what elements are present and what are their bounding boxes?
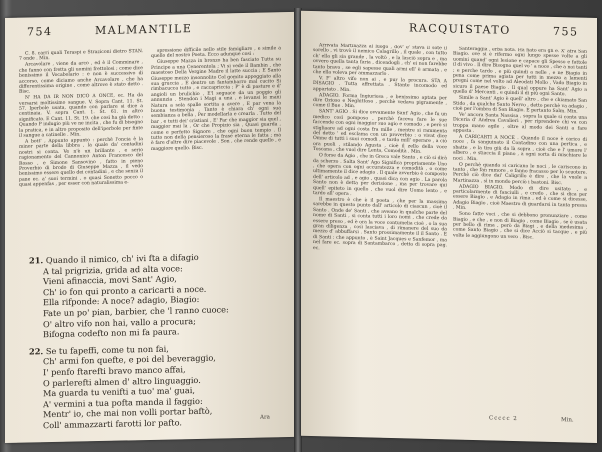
commentary-paragraph: N' HA DA IR NON DICO A ONCE, ec. Ha da versarsi moltissimo sangue. V. Sopra Cant. 11. St. 57. Iperbole usata, quando con parlare si dice a centinaia. V. sopra Cant. 1. St. 61. in altro significato. E Cant. 11. St. 19. che così ha già detto : Quando P indugio più ve ne incita , che fu di bisogno la pratica, e in altro proposito dell'iperbole per finte il sangue a catinelle . Min. bbox=[19, 93, 143, 139]
left-page-number: 754 bbox=[27, 25, 53, 39]
commentary-paragraph: C. 8. carri quali Teraspi e Straziconi dietro STAN. 7 onde . Min. bbox=[19, 49, 143, 63]
left-running-title: MALMANTILE bbox=[95, 22, 193, 38]
right-running-title: RACQUISTATO bbox=[409, 21, 511, 37]
commentary-paragraph: A bott' , Appunto appunto : perchè l'oncia è la minor parte della libbra , la quale da' contadini nostri si conta. Ve n'è un brillante , e serio ragionamento del Cannonico Anton Francesco del Rosso , e Simone Sansovino , fatto in pieno Proverbio di brodo di Giuseppe Mazza , il vedo benissimo essere quello dei contadini , e che senza il pane ec. a' suoi termini , o quasi Sonetto pocco o quasi appenfas , per esser con naturalissima e- bbox=[19, 137, 143, 188]
commentary-paragraph: ADAGIO. Forma Ingiuriosa , e benissimo aptata per dire Ozioso e Neghittoso , perchè vedava pigramente , come il Bue . Min. bbox=[313, 92, 447, 110]
right-page bbox=[301, 11, 597, 443]
commentary-paragraph: A CARICARTI A NOCE . Quando il noce è carico di noce , fa sanguinato il Contadino con una pertica , e sbatte , e la tira giù da là sopra , cioè che e l' umore l' albero , e stiaccia il piano , a ogni sorta di mischiare le noci . Min. bbox=[453, 134, 587, 162]
commentary-paragraph: Santeraggia , erba nota. Ha fiato era gli e. X' afra San Biagio. ove si è rifermo ogni lungo spesse volte a gli uomini quand' ogni lesione e capace gli Spesso e fattole il di vivo . Il dire Bisogno quel vo ' a noce , che a noi tanti ; e perche tardo , e più quindi a nelle , e ne Biagio in pena come prima agiata per tutti in mezzo a lamenti pregni come nel volto ad Aleodati Mollo , Vado Biagio in sicuro il paese Biagio . Il qual oppure ha Sant' Agio a quello d' Mercanti , e quindi il di più ogni Santo. bbox=[453, 46, 587, 98]
commentary-paragraph: V. F' altro vifo non ai , e pur la procura. STA A DISAGIO . Tutta affrettata . Stante incomodo ed appartato . Min. bbox=[313, 76, 447, 93]
commentary-paragraph: spressione difficile nello stile famigliare , e simile a quello del nostro Poeta. Ecco adunque così : bbox=[151, 46, 281, 60]
commentary-paragraph: SANT' AGIO . Si dice ovvamente Sant' Agio , che fu un medico così pomposo , perchè faceva fare le sue faccende con ogni maggior suo agio e comodo , e però si stigliaare ad ogni costa fra mille , mentre si rammenta del detto ' ed esclama con un proverbio : o vivat dice Omne di tutti i suoi comodi , e tardo mill' operare , a ciò ora puoli , stilando Agusta , cioè il zello della voce Toscana , che vuol dire Lenta, Comodità . Min. bbox=[313, 109, 447, 155]
verse-line: A tal prigrizia, grida ad alta voce: bbox=[43, 262, 183, 276]
verse-line: O' altro vifo non hai, vallo a procura; bbox=[43, 315, 196, 329]
poem-stanzas bbox=[29, 251, 229, 431]
commentary-paragraph: Giuseppe Mazza in bronzo ha ben fasciato Tutta su Principe a una Cenerentola ; Vi si vede il Bambin , che maestoso Della Vergine Madre il latte succia ; E Santo Giuseppe mezzo insonnolito Col gomito appoggiato alla sua gruccia , E dentro un fantambarro mal cucito Si rimbacucca tutto , e raccapriccia ; P' è di pasture e d' angioli un brulichio , E'l seguace da un poggio gli annunzia . Stendon i Magi a una , e levansi le mani Natura a sola spalle sortita a avere , E par vena la buona testimonia , Tanto è chiara ch' ogni sua sembianza a bella , Per modellarla e crearla . Tutto del bar , e tutti dei' cristiani , E' Par che maggior sia quel , maggior mai la , Or che Propizio sia , Quasi guarda , come e perfetto Signore , che ogni buon tempio . Il tutto non della pensieroso la frase eterna le fatta ; ma è fare d'altre dire piacevole . Son , che rende quello , e maggiore quello. Bisc. bbox=[151, 57, 281, 152]
left-catchword: Ara bbox=[260, 414, 270, 421]
verse-line: I' penfo ftarefti bravo manco affai, bbox=[43, 364, 186, 378]
left-commentary-col-b bbox=[151, 46, 281, 152]
verse-line: Ch' io fon qui pronto a caricarti a noce. bbox=[43, 283, 207, 297]
commentary-paragraph: Ve' ancora Santa Nassisa , sopra la quale si conta una Diceria d' Andrea Cavalieri , per riprendere chi va con troppa mano agile , oltre al modo dei Santi a fare apposta . bbox=[453, 112, 587, 135]
commentary-paragraph: Sono fatte voci , che si debbono pronunziare , come Biagio , e che , e non di Biagio , come Biagio , se è usata per bello di rima , però da Biagi , e della medesima , come Santo Biagio , che si dice Acciò si tacque , e più volte le aggiungono un vero . Bisc. bbox=[453, 211, 587, 241]
commentary-paragraph: Arrivata Martinazza al luogo , dov' e' stava il sote il sorello , vi trovò il nemico Calagrillo , il quale , con tutto ch' ella gli sia grande , la voltò , e la lasciò sopra e , ma ovvero quella tanta faria , dicendogli , ch' ei non farebbe tanto bravo , se egli sapesse quali armi ell' è armata , e che ella voleva per ammazzarlo . bbox=[313, 43, 447, 77]
verse-line: Mentr' io, che mai non volli portar baftò, bbox=[43, 405, 213, 420]
verse-line: Fate un po' pian, barbier, che 'l ranno cuoce: bbox=[43, 304, 229, 319]
commentary-paragraph: O perchè quando si caricano le noci , le cariscono in tanto , che fan rumore , e fanno fracasso per lo scuotere. Perchè ciò dice dai' Caligrillo è dire , che la vuole a Martinazza , sì in mondo perciò i bastoni. Bisc. bbox=[453, 162, 587, 186]
verse-line: Ch' armi fon quefte, e poi del beveraggio, bbox=[43, 352, 216, 367]
commentary-paragraph: ADAGIO BIAGIO. Modo di dire usitato , e particolarmente di fanciulli , e credo , che si dica per essere Biagio , e Adagio in rima , ed è come si dicesse, Adagio Biagio , cioè Maestro di guardarsi in tanta pressa . Min. bbox=[453, 184, 587, 212]
verse-line: Ella rifponde: A noce? adagio, Biagio: bbox=[43, 294, 200, 308]
left-running-header bbox=[5, 20, 295, 42]
right-commentary-col-b bbox=[453, 46, 587, 411]
right-running-header bbox=[301, 19, 597, 42]
verse-line: Bifogna codefto non mi fa paura. bbox=[43, 326, 180, 340]
verse-line: A' vermini a tua pofta manda il faggio: bbox=[43, 395, 203, 409]
verse-line: Coll' ammazzarti farotti lor pafto. bbox=[43, 417, 182, 431]
verse-line: 22. Se tu fapeffi, come tu non fai, bbox=[29, 343, 169, 357]
commentary-paragraph: Arcavolare , viene da arco , ed è il Comminare , che fanno con fretta gli uomini frettolosi ; come dice benissimo il Vocabolario : e non è successivo di accorso, come diciamo anche Arcavolare , che ha differentissima origine , come altrove è stato detto . Bisc. bbox=[19, 60, 143, 96]
commentary-paragraph: Simile a Sant' Agio è quell' altro , che e chiamato San Stido , da qualche Santo Nervo , detto perchè va adagio , cioè per l'ombra di San Biagio. E pertanto Salm. Min. bbox=[453, 95, 587, 115]
right-page-number: 755 bbox=[553, 24, 579, 39]
commentary-paragraph: O forse da Agio , che in Greco vale Santo , e ciò si dirà da scherzo . Salta Sant' Ago Significa propriamente Uno , che opera con ogni accuratezza e comodità , o come ultimamente il dice adagio . Il quale avverbio è composto dell' articolo ad , e agio , quasi dica con agio . La parola Santo non è detta per derisione , ma per trovare qui quell' epiteto in quello , che vuol dire Uomo lento , e tardo all' opera . bbox=[313, 153, 447, 197]
right-catchword: Min. bbox=[561, 417, 574, 424]
left-page bbox=[5, 12, 295, 443]
right-commentary-col-a bbox=[313, 43, 447, 426]
verse-line: Ma guarda tu venifti a tuo' ma' guai, bbox=[43, 385, 195, 399]
commentary-paragraph: Il maestro è che è il poeta , che per la massima sarebbe in questo punto dall' articolo di ciascun , cioè il Santo . Onde de' Santi , che aveano in qualche parte del nome di Santi , si conta tutti i loro nomi , che crede da essere preso , ed è ora la voce contumelia cioè , o la sua gran diligenza , così lasciava , di rimanere del suo da mezzo d' abbuffarsi . Santo prossimamente il il Santo . E di Santi : che appunto , è Saint Jacques e Sanfemor , ma nel fare ec. sopra di Santambarco , detto di sopra pag. ec. bbox=[313, 197, 447, 251]
left-commentary-col-a bbox=[19, 49, 143, 189]
verse-line: O parlerefti almen d' altro linguaggio. bbox=[43, 374, 201, 388]
verse-line: 21. Quando il nimico, ch' ivi fta a difagio bbox=[29, 251, 199, 266]
signature-mark: Ccccc 2 bbox=[489, 415, 518, 423]
verse-line: Vieni afinaccia, movi Sant' Agio, bbox=[43, 273, 177, 287]
